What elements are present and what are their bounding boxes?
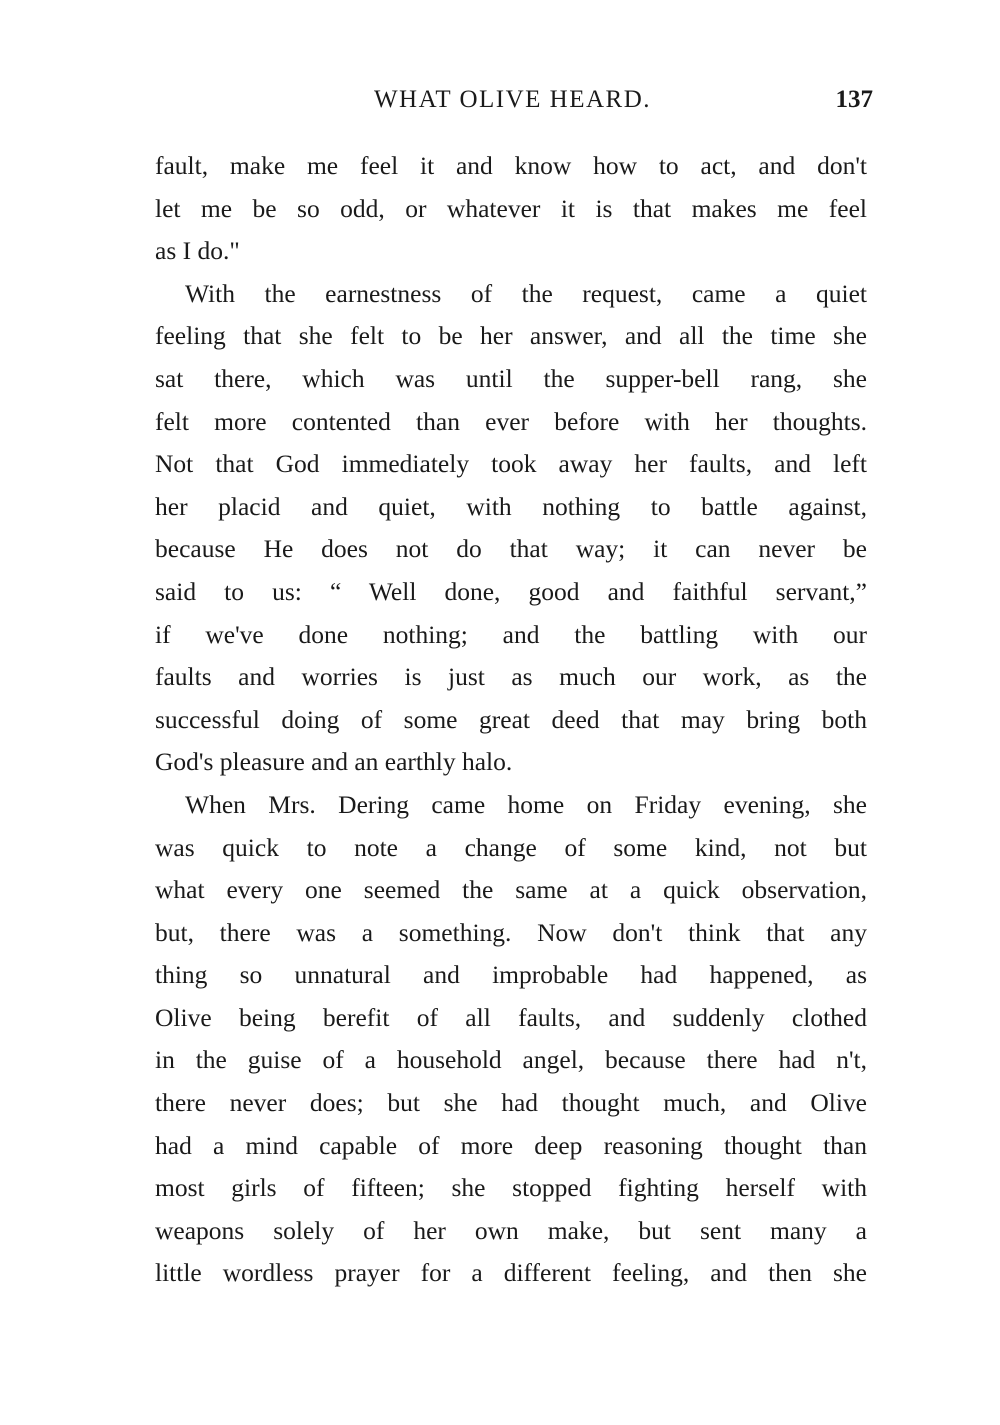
text-line: her placid and quiet, with nothing to battle against, bbox=[155, 491, 867, 521]
text-line: fault, make me feel it and know how to act, and don't bbox=[155, 151, 867, 180]
text-line: if we've done nothing; and the battling with our bbox=[155, 619, 867, 649]
text-line: When Mrs. Dering came home on Friday evening, she bbox=[185, 789, 867, 819]
page-number: 137 bbox=[835, 86, 873, 113]
text-line: most girls of fifteen; she stopped fighting herself with bbox=[155, 1173, 867, 1203]
running-head bbox=[150, 82, 875, 118]
text-line: but, there was a something. Now don't think that any bbox=[155, 917, 867, 947]
text-line: was quick to note a change of some kind, not but bbox=[155, 832, 867, 862]
text-line: little wordless prayer for a different feeling, and then she bbox=[155, 1258, 867, 1288]
text-line: in the guise of a household angel, because there had n't, bbox=[155, 1045, 867, 1075]
text-line: felt more contented than ever before with her thoughts. bbox=[155, 406, 867, 436]
text-line: feeling that she felt to be her answer, and all the time she bbox=[155, 321, 867, 351]
text-line: Olive being berefit of all faults, and suddenly clothed bbox=[155, 1002, 867, 1032]
text-line: weapons solely of her own make, but sent many a bbox=[155, 1215, 867, 1245]
text-line: successful doing of some great deed that may bring both bbox=[155, 704, 867, 734]
text-line: what every one seemed the same at a quick observation, bbox=[155, 875, 867, 905]
text-line: God's pleasure and an earthly halo. bbox=[155, 747, 513, 777]
paragraph-3 bbox=[155, 784, 867, 1295]
text-line: Not that God immediately took away her faults, and left bbox=[155, 449, 867, 479]
text-line: thing so unnatural and improbable had happened, as bbox=[155, 960, 867, 990]
paragraph-1 bbox=[155, 145, 867, 273]
text-line: With the earnestness of the request, came a quiet bbox=[185, 278, 867, 308]
paragraph-2 bbox=[155, 273, 867, 784]
text-line: faults and worries is just as much our work, as the bbox=[155, 662, 867, 692]
text-line: as I do." bbox=[155, 236, 240, 266]
text-line: there never does; but she had thought much, and Olive bbox=[155, 1088, 867, 1118]
running-title: WHAT OLIVE HEARD. bbox=[373, 86, 652, 113]
text-line: sat there, which was until the supper-bell rang, she bbox=[155, 363, 867, 393]
text-line: let me be so odd, or whatever it is that makes me feel bbox=[155, 193, 867, 223]
text-line: had a mind capable of more deep reasoning thought than bbox=[155, 1130, 867, 1160]
body-text bbox=[155, 145, 867, 1295]
text-line: said to us: “ Well done, good and faithful servant,” bbox=[155, 576, 867, 606]
text-line: because He does not do that way; it can never be bbox=[155, 534, 867, 564]
